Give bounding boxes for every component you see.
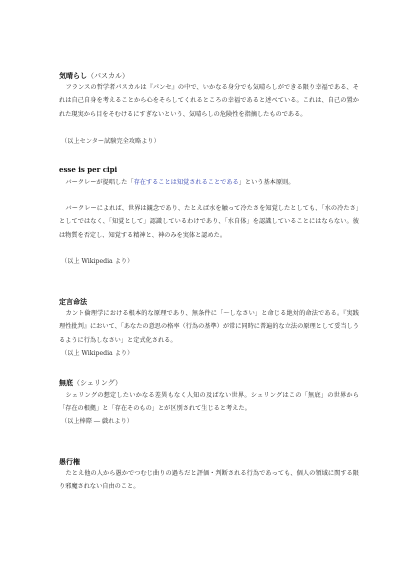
term-heading: 無底 [59, 378, 73, 387]
quote-line [59, 176, 359, 189]
term-heading: esse is per cipi [59, 165, 118, 174]
term-heading: 気晴らし [59, 71, 87, 80]
section-title [59, 297, 87, 307]
section-title [59, 71, 129, 81]
quote-pre: バークレーが提唱した「 [65, 179, 134, 186]
term-heading: 定言命法 [59, 297, 87, 306]
term-author: （パスカル） [87, 72, 129, 80]
section-body [59, 389, 359, 416]
term-heading: 愚行権 [59, 457, 80, 466]
quote-post: 」という基本原則。 [238, 179, 295, 186]
paragraph: カント倫理学における根本的な原理であり、無条件に「～しなさい」と命じる絶対的命法である。『実践理性批判』において、「あなたの意思の格率（行為の基準）が常に同時に普遍的な立法の原理として妥当しうるように行為しなさい」と定式化される。 [59, 310, 359, 344]
section-body [59, 467, 359, 494]
source-note: （以上 Wikipedia より） [61, 258, 134, 265]
section-body [59, 202, 359, 242]
section-title [59, 165, 117, 175]
paragraph: たとえ他の人から愚かでつむじ曲りの過ちだと評価・判断される行為であっても、個人の領域に関する限り邪魔されない自由のこと。 [59, 470, 359, 491]
source-note: （以上棒際 ― 戯れより） [61, 418, 133, 425]
section-quote [59, 176, 359, 189]
source-note: （以上センター試験完全攻略より） [61, 138, 160, 145]
paragraph: フランスの哲学者パスカルは『パンセ』の中で、いかなる身分でも気晴らしができる限り幸福である、それは自己自身を考えることから心をそらしてくれるところの幸福であると述べている。これは、自己の置かれた現実から目をそむけるにすぎないという、気晴らしの危険性を指摘したものである。 [59, 84, 359, 118]
term-author: （シェリング） [73, 379, 122, 387]
section-title [59, 378, 122, 388]
section-body [59, 81, 359, 121]
section-title [59, 457, 80, 467]
quote-highlight: 存在することは知覚されることである [133, 179, 239, 186]
section-body [59, 307, 359, 347]
paragraph: シェリングの想定したいかなる差異もなく人知の及ばない世界。シェリングはこの「無底」の世界から「存在の根拠」と「存在そのもの」とが区別されて生じると考えた。 [59, 392, 359, 413]
source-note: （以上 Wikipedia より） [61, 350, 134, 357]
paragraph: バークレーによれば、世界は観念であり、たとえば水を触って冷たさを知覚したとしても、「水の冷たさ」としてではなく、「知覚として」認識しているわけであり、「水自体」を認識していることにはならない。彼は物質を否定し、知覚する精神と、神のみを実体と認めた。 [59, 205, 359, 239]
